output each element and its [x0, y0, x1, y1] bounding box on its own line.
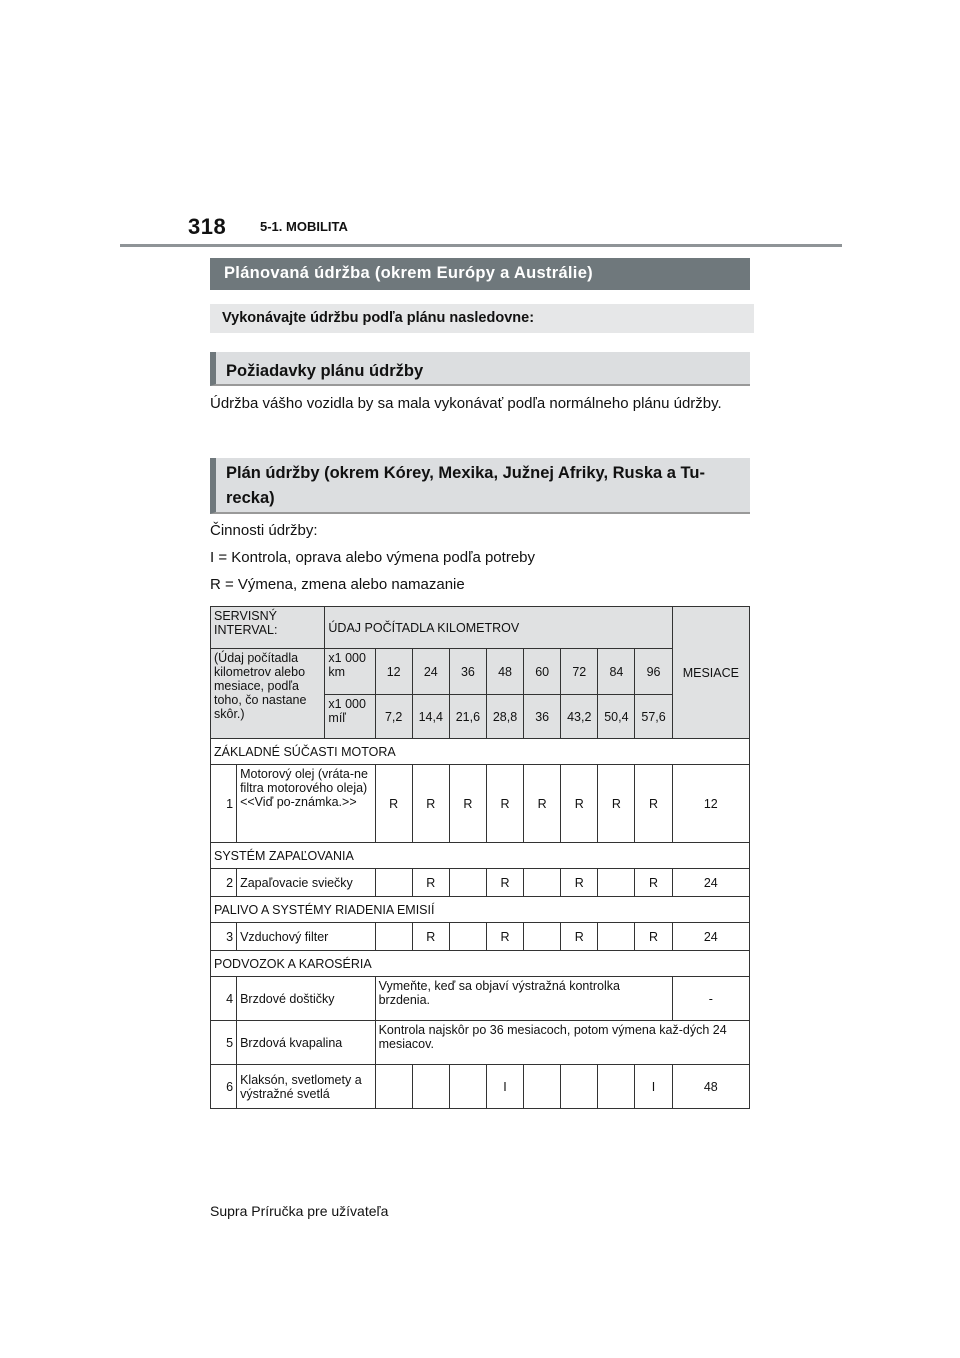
maintenance-table	[210, 606, 750, 1109]
schedule-cell: R	[486, 923, 523, 951]
mi-value: 14,4	[412, 695, 449, 739]
item-engine-oil: Motorový olej (vráta-ne filtra motorového oleja) <<Viď po-známka.>>	[237, 765, 376, 843]
schedule-cell: I	[635, 1065, 672, 1109]
category-fuel: PALIVO A SYSTÉMY RIADENIA EMISIÍ	[211, 897, 750, 923]
schedule-cell	[598, 1065, 635, 1109]
schedule-cell: R	[635, 923, 672, 951]
schedule-cell: R	[635, 765, 672, 843]
item-horn-lights: Klaksón, svetlomety a výstražné svetlá	[237, 1065, 376, 1109]
category-engine: ZÁKLADNÉ SÚČASTI MOTORA	[211, 739, 750, 765]
schedule-cell: R	[561, 869, 598, 897]
intro-paragraph: Údržba vášho vozidla by sa mala vykonávať podľa normálneho plánu údržby.	[210, 395, 722, 412]
km-value: 12	[375, 649, 412, 695]
legend-i: I = Kontrola, oprava alebo výmena podľa potreby	[210, 549, 535, 566]
schedule-cell: R	[412, 923, 449, 951]
item-spark-plugs: Zapaľovacie sviečky	[237, 869, 376, 897]
mi-value: 50,4	[598, 695, 635, 739]
km-value: 96	[635, 649, 672, 695]
mi-value: 36	[524, 695, 561, 739]
km-value: 84	[598, 649, 635, 695]
item-brake-pads: Brzdové doštičky	[237, 977, 376, 1021]
mi-value: 21,6	[449, 695, 486, 739]
item-brake-fluid: Brzdová kvapalina	[237, 1021, 376, 1065]
intro-bar: Vykonávajte údržbu podľa plánu nasledovne:	[210, 304, 754, 333]
schedule-cell	[375, 1065, 412, 1109]
category-ignition: SYSTÉM ZAPAĽOVANIA	[211, 843, 750, 869]
mi-value: 43,2	[561, 695, 598, 739]
km-value: 60	[524, 649, 561, 695]
schedule-cell: R	[449, 765, 486, 843]
category-chassis: PODVOZOK A KAROSÉRIA	[211, 951, 750, 977]
months-header: MESIACE	[672, 607, 749, 739]
mi-value: 7,2	[375, 695, 412, 739]
months-cell: -	[672, 977, 749, 1021]
row-number: 5	[211, 1021, 237, 1065]
schedule-cell	[598, 923, 635, 951]
row-number: 2	[211, 869, 237, 897]
schedule-cell	[524, 923, 561, 951]
schedule-cell: R	[486, 765, 523, 843]
mi-value: 57,6	[635, 695, 672, 739]
km-value: 72	[561, 649, 598, 695]
schedule-cell	[524, 869, 561, 897]
schedule-cell: R	[486, 869, 523, 897]
row-number: 1	[211, 765, 237, 843]
legend-r: R = Výmena, zmena alebo namazanie	[210, 576, 465, 593]
row-number: 3	[211, 923, 237, 951]
row-number: 6	[211, 1065, 237, 1109]
mi-unit: x1 000 míľ	[325, 695, 375, 739]
interval-note: (Údaj počítadla kilometrov alebo mesiace, podľa toho, čo nastane skôr.)	[211, 649, 325, 739]
activities-label: Činnosti údržby:	[210, 522, 318, 539]
service-interval-label: SERVISNÝ INTERVAL:	[211, 607, 325, 649]
schedule-cell	[375, 869, 412, 897]
schedule-cell: R	[561, 923, 598, 951]
row-number: 4	[211, 977, 237, 1021]
schedule-cell: R	[412, 765, 449, 843]
schedule-cell	[449, 1065, 486, 1109]
mi-value: 28,8	[486, 695, 523, 739]
item-air-filter: Vzduchový filter	[237, 923, 376, 951]
header-rule	[120, 244, 842, 247]
schedule-cell: R	[412, 869, 449, 897]
brake-pads-note: Vymeňte, keď sa objaví výstražná kontrolka brzdenia.	[375, 977, 672, 1021]
schedule-cell: R	[635, 869, 672, 897]
odometer-label: ÚDAJ POČÍTADLA KILOMETROV	[325, 607, 672, 649]
km-value: 36	[449, 649, 486, 695]
schedule-cell	[375, 923, 412, 951]
schedule-cell: R	[561, 765, 598, 843]
months-cell: 12	[672, 765, 749, 843]
schedule-cell	[449, 869, 486, 897]
schedule-cell	[561, 1065, 598, 1109]
section-banner: Plánovaná údržba (okrem Európy a Austrálie)	[210, 258, 750, 290]
months-cell: 24	[672, 869, 749, 897]
schedule-cell: I	[486, 1065, 523, 1109]
schedule-cell	[598, 869, 635, 897]
schedule-cell: R	[524, 765, 561, 843]
heading-requirements: Požiadavky plánu údržby	[210, 352, 750, 386]
km-unit: x1 000 km	[325, 649, 375, 695]
brake-fluid-note: Kontrola najskôr po 36 mesiacoch, potom výmena kaž-dých 24 mesiacov.	[375, 1021, 749, 1065]
schedule-cell	[524, 1065, 561, 1109]
schedule-cell	[412, 1065, 449, 1109]
months-cell: 24	[672, 923, 749, 951]
schedule-cell: R	[375, 765, 412, 843]
heading-schedule: Plán údržby (okrem Kórey, Mexika, Južnej Afriky, Ruska a Tu-recka)	[210, 458, 750, 514]
schedule-cell	[449, 923, 486, 951]
km-value: 24	[412, 649, 449, 695]
section-label: 5-1. MOBILITA	[260, 219, 348, 234]
page-number: 318	[188, 214, 227, 239]
months-cell: 48	[672, 1065, 749, 1109]
schedule-cell: R	[598, 765, 635, 843]
km-value: 48	[486, 649, 523, 695]
footer-title: Supra Príručka pre užívateľa	[210, 1203, 389, 1219]
